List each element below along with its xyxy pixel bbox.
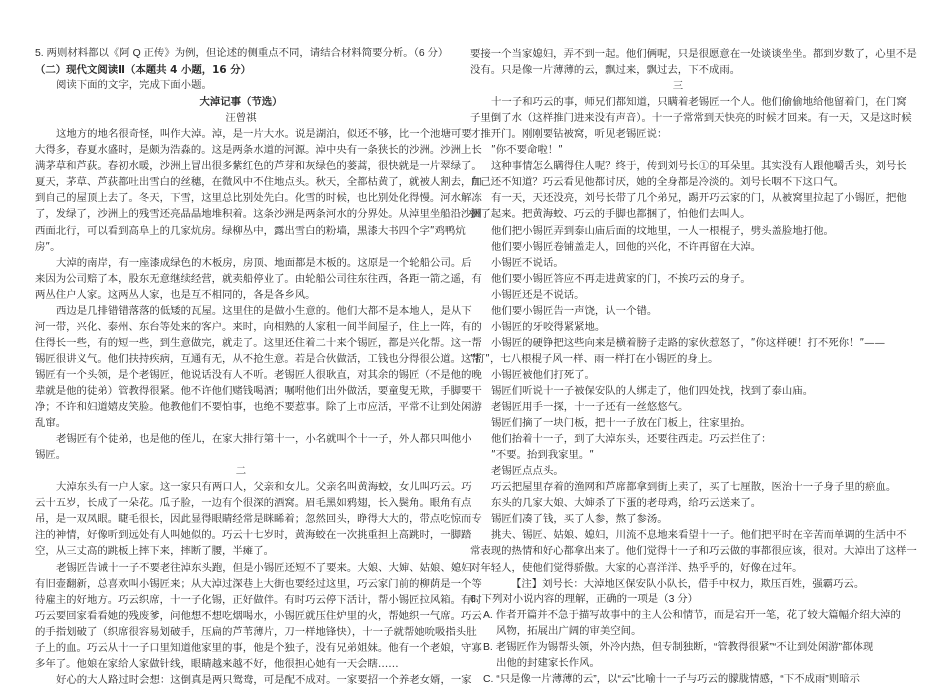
paragraph-line: 他们要小锡匠答应不再走进黄家的门，不挨巧云的身子。 [491, 272, 751, 285]
paragraph-line: 他们要小锡匠卷铺盖走人，回他的兴化，不许再留在大淖。 [491, 240, 762, 253]
option-label: B. [483, 641, 496, 653]
paragraph-line: 大淖东头有一户人家。这一家只有两口人，父亲和女儿。父亲名叫黄海蛟，女儿叫巧云。巧 [56, 481, 472, 494]
paragraph-line: 子上的血。巧云从十一子口里知道他家里的事，他是个独子，没有兄弟姐妹。他有一个老娘，守寡 [35, 641, 482, 654]
paragraph-line: 小锡匠的牙咬得紧紧地。 [491, 320, 606, 333]
option-a-continuation: 风物，拓展出广阔的审美空间。 [496, 625, 642, 637]
paragraph-line: 锡匠们凑了钱，买了人参，熬了参汤。 [491, 513, 668, 526]
option-text: “只是像一片薄薄的云”，以“云”比喻十一子与巧云的朦胧情感，“下不成雨”则暗示 [496, 673, 860, 685]
paragraph-line: 西面北行，可以看到高阜上的几家炕房。绿柳丛中，露出雪白的粉墙，黑漆大书四个字ʺ鸡鸭炕 [35, 224, 466, 237]
paragraph-line: 他们抬着十一子，到了大淖东头，还要往西走。巧云拦住了： [491, 433, 772, 446]
paragraph-line: 这地方的地名很奇怪，叫作大淖。淖，是一片大水。说是湖泊，似还不够，比一个池塘可要 [56, 128, 472, 141]
paragraph-line: 锡匠们摘了一块门板，把十一子放在门板上，往家里抬。 [491, 417, 751, 430]
paragraph-line: 常表现的热情和好心都拿出来了。他们觉得十一子和巧云做的事都很应该，很对。大淖出了这样一 [470, 545, 917, 558]
paragraph-line: ʺ你不要命啦！ʺ [491, 144, 563, 157]
paragraph-line: 小锡匠不说话。 [491, 256, 564, 269]
paragraph-line: 十一子和巧云的事，师兄们都知道，只瞒着老锡匠一个人。他们偷偷地给他留着门，在门窝 [491, 96, 907, 109]
passage-author: 汪曾祺 [225, 112, 257, 125]
paragraph-line: 来因为公司赔了本，股东无意继续经营，就卖船停业了。由轮船公司往东往西，各距一箭之遥，有 [35, 272, 482, 285]
section-number: 二 [235, 465, 247, 478]
paragraph-line: ʺ打ʺ，七八根棍子风一样、雨一样打在小锡匠的身上。 [470, 352, 719, 365]
paragraph-line: 这种事情怎么瞒得住人呢？终于，传到刘号长①的耳朵里。其实没有人跟他嚼舌头，刘号长 [491, 160, 907, 173]
option-label: C. [483, 673, 497, 685]
passage-title: 大淖记事（节选） [199, 96, 283, 109]
paragraph-line: 锡匠。 [35, 449, 67, 462]
paragraph-line: 子里倒了水（这样推门进来没有声音）。十一子常常到天快亮的时候才回来。有一天，又是这时候 [470, 112, 912, 125]
paragraph-line: 吊，是一双凤眼。睫毛很长，因此显得眼睛经常是眯睎着；忽然回头，睁得大大的，带点吃惊而专 [35, 513, 482, 526]
paragraph-line: 空，从三丈高的跳板上摔下来，摔断了腰，半瘫了。 [35, 545, 274, 558]
paragraph-line: 挑夫、锡匠、姑娘、媳妇，川流不息地来看望十一子。他们把平时在辛苦而单调的生活中不 [491, 529, 907, 542]
paragraph-line: 辈就是他的徒弟）管教得很紧。他不许他们赌钱喝酒；嘱咐他们出外做活，要童叟无欺，手脚要干 [35, 384, 482, 397]
paragraph-line: 巧云把屋里存着的渔网和芦席都拿到街上卖了，买了七厘散，医治十一子身子里的瘀血。 [491, 481, 897, 494]
paragraph-line: 有一天，天还没亮，刘号长带了几个弟兄，踢开巧云家的门，从被窝里拉起了小锡匠，把他 [491, 192, 907, 205]
option-c [470, 672, 886, 688]
paragraph-line: 满茅草和芦荻。春初水暖，沙洲上冒出很多紫红色的芦芽和灰绿色的蒌蒿，很快就是一片翠绿了。 [35, 160, 482, 173]
right-column [470, 46, 917, 688]
paragraph-line: 两丛住户人家。这两丛人家，也是互不相同的，各是各乡风。 [35, 288, 316, 301]
instruction: 阅读下面的文字，完成下面小题。 [56, 80, 212, 92]
paragraph-line: 巧云要回家看看她的残废爹，问他想不想吃烟喝水，小锡匠就压住炉里的火，帮她织一气席。巧云 [35, 609, 482, 622]
paragraph-line: 大淖的南岸，有一座漆成绿色的木板房，房顶、地面都是木板的。这原是一个轮船公司。后 [56, 256, 472, 269]
question-5: 5. 两则材料都以《阿 Q 正传》为例，但论述的侧重点不同，请结合材料简要分析。（6 分） [35, 48, 449, 59]
paragraph-line: 大得多，春夏水盛时，是颇为浩淼的。这是两条水道的河源。淖中央有一条狭长的沙洲。沙洲上长 [35, 144, 482, 157]
option-text: 老锡匠作为锡帮头领，外冷内热，但专制独断，“管教得很紧”“不让到处闲游”都体现 [495, 641, 874, 653]
question-6-stem: 6. 下列对小说内容的理解，正确的一项是（3 分） [470, 593, 699, 605]
paragraph-line: 待雇主的好地方。巧云织席，十一子化锡，正好做伴。有时巧云停下活计，帮小锡匠拉风箱。有时 [35, 593, 482, 606]
paragraph-line: 乱窜。 [35, 417, 67, 430]
paragraph-line: 的手指划破了（织席很容易划破手，压扁的芦苇薄片，刀一样地锋快），十一子就帮她吮吸指头肚 [35, 625, 477, 638]
paragraph-line: 老锡匠有个徒弟，也是他的侄儿，在家大排行第十一，小名就叫个十一子，外人都只叫他小 [56, 433, 472, 446]
option-b [470, 640, 886, 656]
footnote: 【注】刘号长：大淖地区保安队小队长，借手中权力，欺压百姓，强霸巧云。 [511, 577, 865, 590]
paragraph-line: 锡匠很讲义气。他们扶持疾病，互通有无，从不抢生意。若是合伙做活，工钱也分得很公道。这帮 [35, 352, 482, 365]
paragraph-line: 多年了。他娘在家给人家做针线，眼睛越来越不好，他很担心她有一天会瞎…… [35, 657, 399, 670]
paragraph-line: 对年轻人，使他们觉得骄傲。大家的心喜洋洋、热乎乎的，好像在过年。 [470, 561, 803, 574]
paragraph-line: 西边是几排错错落落的低矮的瓦屋。这里住的是做小生意的。他们大都不是本地人，是从下 [56, 304, 472, 317]
paragraph-line: 有旧壶翻新，总喜欢叫小锡匠来；从大淖过深巷上大街也要经过这里，巧云家门前的柳荫是一个等 [35, 577, 482, 590]
option-a [470, 608, 901, 624]
paragraph-line: 老锡匠告诫十一子不要老往淖东头跑，但是小锡匠还短不了要来。大娘、大婶、姑娘、媳妇 [56, 561, 472, 574]
paragraph-line: 小锡匠被他们打死了。 [491, 368, 595, 381]
paragraph-line: 到自己的屋顶上去了。冬天，下雪，这里总比别处先白。化雪的时候，也比别处化得慢。河水解冻 [35, 192, 482, 205]
paragraph-line: 自己还不知道？巧云看见他都讨厌，她的全身都是冷淡的。刘号长咽不下这口气。 [470, 176, 845, 189]
paragraph-line: 夏天，茅草、芦荻都吐出雪白的丝穗，在微风中不住地点头。秋天，全都枯黄了，就被人割去，加 [35, 176, 482, 189]
paragraph-line: 老锡匠点点头。 [491, 465, 564, 478]
paragraph-line: 了，发绿了，沙洲上的残雪还亮晶晶地堆积着。这条沙洲是两条河水的分界处。从淖里坐船沿沙洲 [35, 208, 482, 221]
option-text: 作者开篇并不急于描写故事中的主人公和情节，而是宕开一笔，花了较大篇幅介绍大淖的 [495, 609, 901, 621]
paragraph-line: 好心的大人路过时会想：这倒真是两只鸳鸯，可是配不成对。一家要招一个养老女婿，一家 [56, 673, 472, 686]
paragraph-line: 住得长一些，有的短一些，到生意做完，就走了。这里还住着二十来个锡匠，都是兴化帮。这一帮 [35, 336, 482, 349]
option-label: A. [483, 609, 496, 621]
paragraph-line: 河一带，兴化、泰州、东台等处来的客户。来时，向相熟的人家租一间半间屋子，住上一阵，有的 [35, 320, 482, 333]
paragraph-line: 小锡匠的硬铮把这些向来是横着膀子走路的家伙惹怒了，ʺ你这样硬！打不死你！ʺ—— [491, 336, 886, 349]
paragraph-line: 要接一个当家媳妇，弄不到一起。他们俩呢，只是很愿意在一处谈谈坐坐。都到岁数了，心里不是 [470, 48, 917, 60]
paragraph-line: 才推开门。刚刚要钻被窝，听见老锡匠说： [470, 128, 668, 141]
paragraph-line: 锡匠们听说十一子被保安队的人绑走了，他们四处找，找到了泰山庙。 [491, 384, 814, 397]
paragraph-line: 小锡匠还是不说话。 [491, 288, 585, 301]
paragraph-line: 房ʺ。 [35, 240, 61, 253]
paragraph-line: 云十五岁，长成了一朵花。瓜子脸，一边有个很深的酒窝。眉毛黑如鸦翅，长入鬓角。眼角有点 [35, 497, 472, 510]
section-heading: （二）现代文阅读Ⅱ（本题共 4 小题，16 分） [35, 64, 252, 77]
paragraph-line: 老锡匠用手一探，十一子还有一丝悠悠气。 [491, 401, 689, 414]
paragraph-line: 捆了起来。把黄海蛟、巧云的手脚也都捆了，怕他们去叫人。 [470, 208, 751, 221]
option-b-continuation: 出他的封建家长作风。 [496, 657, 600, 669]
paragraph-line: 他们把小锡匠弄到泰山庙后面的坟地里，一人一根棍子，劈头盖脸地打他。 [491, 224, 834, 237]
paragraph-line: 注的神情，好像听到远处有人叫她似的。巧云十七岁时，黄海蛟在一次挑重担上高跳时，一脚踏 [35, 529, 472, 542]
section-number: 三 [672, 80, 684, 93]
left-column [35, 46, 482, 688]
paragraph-line: 东头的几家大娘、大婶杀了下蛋的老母鸡，给巧云送来了。 [491, 497, 762, 510]
paragraph-line: 净；不许和妇道嬉皮笑脸。他教他们不要怕事，也绝不要惹事。除了上市应活，平常不让到处闲游 [35, 401, 482, 414]
paragraph-line: 锡匠有一个头领，是个老锡匠，他说话没有人不听。老锡匠人很耿直，对其余的锡匠（不是他的晚 [35, 368, 482, 381]
paragraph-line: 没有。只是像一片薄薄的云，飘过来，飘过去，下不成雨。 [470, 64, 741, 77]
paragraph-line: 他们要小锡匠告一声饶，认一个错。 [491, 304, 658, 317]
paragraph-line: ʺ不要。抬到我家里。ʺ [491, 449, 595, 462]
